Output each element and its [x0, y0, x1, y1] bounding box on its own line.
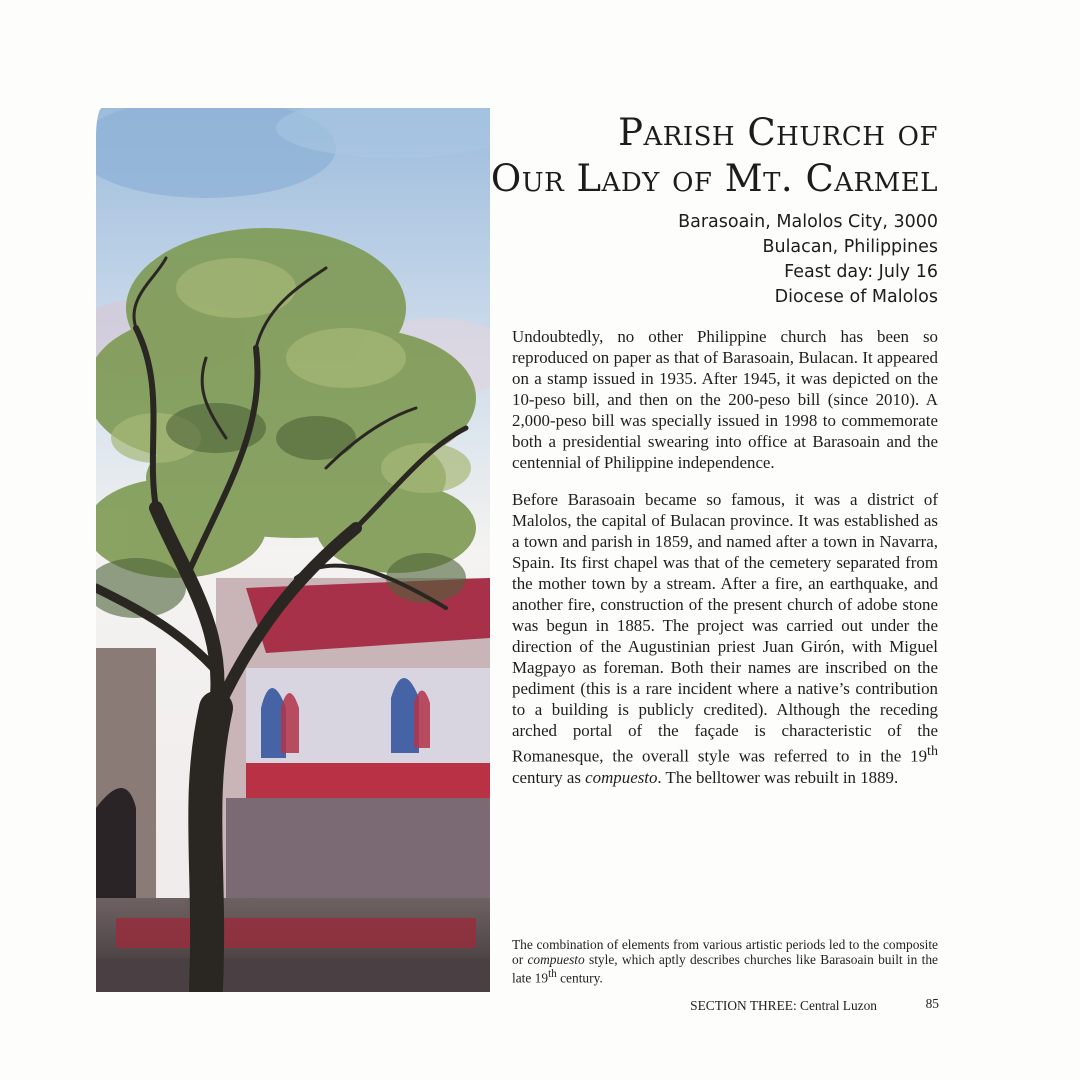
title-line-1: Parish Church of	[618, 111, 938, 154]
paragraph-1: Undoubtedly, no other Philippine church has been so reproduced on paper as that of Barasoain, Bulacan. It appeared on a stamp issued in 1935. After 1945, it was depicted on the 10-peso bill, and then on the 200-peso bill (since 2010). A 2,000-peso bill was specially issued in 1998 to commemorate both a presidential swearing into office at Barasoain and the centennial of Philippine independence.	[512, 327, 938, 472]
title-line-2: Our Lady of Mt. Carmel	[490, 157, 938, 200]
caption-part-1: The combination of elements from various artistic periods led to the composite or	[512, 937, 938, 967]
page-title	[491, 110, 938, 202]
paragraph-2-ending: . The belltower was rebuilt in 1889.	[657, 767, 899, 787]
paragraph-2-text: Before Barasoain became so famous, it was a district of Malolos, the capital of Bulacan province. It was established as a town and parish in 1859, and named after a town in Navarra, Spain. Its first chapel was that of the cemetery separated from the mother town by a stream. After a fire, an earthquake, and another fire, construction of the present church of adobe stone was begun in 1885. The project was carried out under the direction of the Augustinian priest Juan Girón, with Miguel Magpayo as foreman. Both their names are inscribed on the pediment (this is a rare incident where a native’s contribution to a building is publicly credited). Although the receding arched portal of the façade is characteristic of the Romanesque, the overall style was referred to in the 19	[512, 490, 938, 766]
paragraph-2-century: century as	[512, 767, 586, 787]
caption-part-2: style, which aptly describes churches like Barasoain built in the late 19	[512, 951, 938, 986]
feast-day: Feast day: July 16	[784, 262, 938, 282]
address-line-1: Barasoain, Malolos City, 3000	[678, 212, 938, 232]
diocese: Diocese of Malolos	[774, 287, 938, 307]
compuesto-term: compuesto	[585, 767, 658, 787]
superscript-th: th	[927, 743, 938, 759]
caption-part-3: century.	[556, 970, 603, 986]
church-tree-illustration	[96, 108, 490, 992]
caption-term: compuesto	[527, 951, 585, 967]
church-address-block	[678, 210, 938, 310]
page-number: 85	[925, 996, 939, 1011]
caption-superscript: th	[548, 968, 557, 980]
paragraph-2	[512, 489, 938, 788]
section-footer: SECTION THREE: Central Luzon	[690, 998, 877, 1013]
address-line-2: Bulacan, Philippines	[762, 237, 938, 257]
image-caption	[512, 938, 938, 986]
watercolor-painting	[96, 108, 490, 992]
article-body	[512, 326, 938, 804]
